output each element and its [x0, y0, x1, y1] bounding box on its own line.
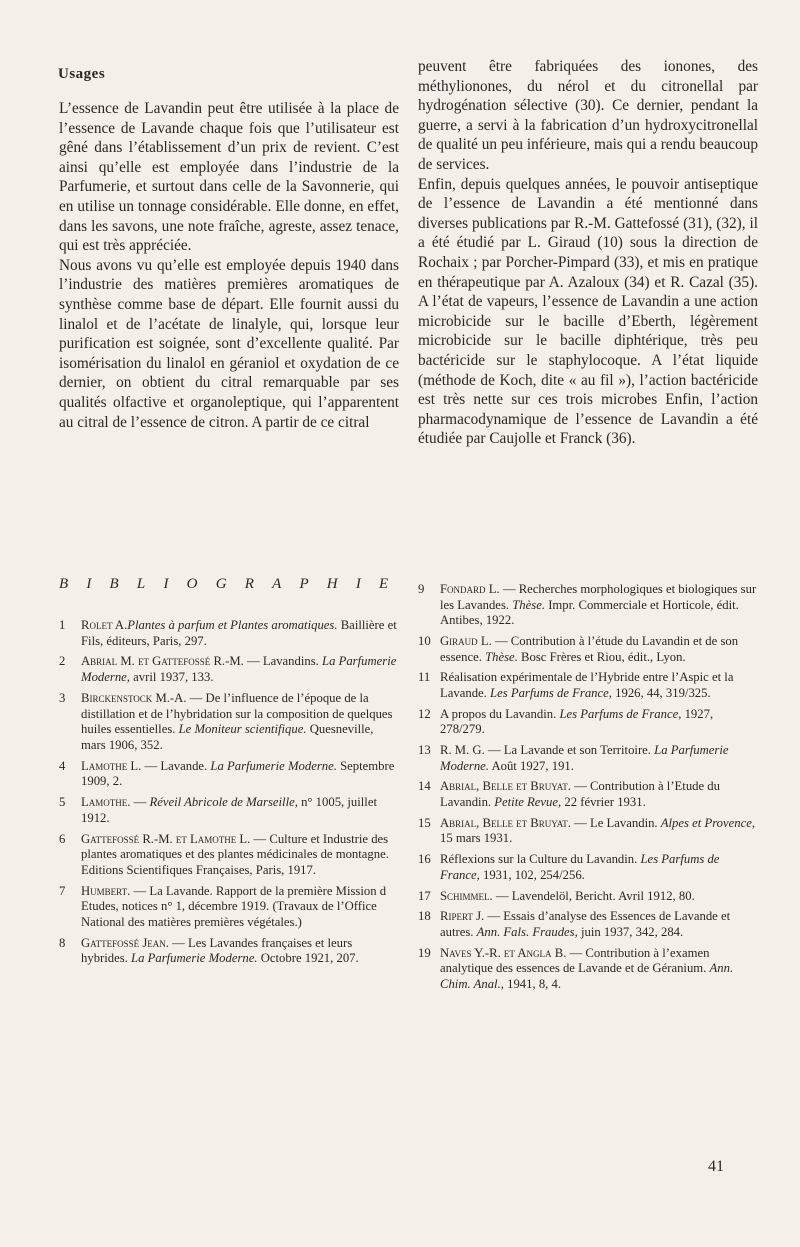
- reference-item: [418, 889, 758, 905]
- reference-details: n° 1005, juillet 1912.: [81, 795, 377, 825]
- prose-right: [418, 57, 758, 449]
- paragraph: peuvent être fabriquées des ionones, des méthylionones, du nérol et du citronellal par hydrogénation sélective (30). Ce dernier, pendant la guerre, a servi à la fabrication d’un hydroxycitronellal de qualité un peu inférieure, mais qui a rendu beaucoup de services.: [418, 58, 758, 173]
- reference-details: 1927, 278/279.: [440, 706, 714, 737]
- reference-item: [59, 691, 399, 753]
- reference-item: [59, 795, 399, 826]
- reference-number: 8: [59, 935, 66, 950]
- reference-title: Les Parfums de France,: [440, 852, 720, 882]
- reference-item: [418, 946, 758, 993]
- reference-text: — Lavendelöl, Bericht. Avril 1912, 80.: [492, 888, 695, 903]
- reference-text: — Contribution à l’étude du Lavandin et de son essence.: [440, 633, 739, 664]
- reference-text: — Contribution à l’examen analytique des essences de Lavande et de Géranium.: [440, 945, 710, 976]
- reference-number: 15: [418, 815, 431, 830]
- reference-text: Réflexions sur la Culture du Lavandin.: [440, 852, 641, 867]
- reference-title: Le Moniteur scientifique.: [178, 722, 307, 737]
- reference-text: — Lavandins.: [243, 654, 323, 669]
- reference-text: — Le Lavandin.: [570, 815, 661, 830]
- paragraph: Nous avons vu qu’elle est employée depuis 1940 dans l’industrie des matières premières aromatiques de synthèse comme base de départ. Elle fournit aussi du linalol et de l’acétate de linalyle, qui, lorsque leur purification est soignée, sont d’excellente qualité. Par isomérisation du linalol en géraniol et oxydation de ce dernier, on obtient du citral remarquable par ses qualités olfactive et organoleptique, qui l’apparentent au citral de l’essence de citron. A partir de ce citral: [59, 256, 399, 431]
- paragraph: L’essence de Lavandin peut être utilisée à la place de l’essence de Lavande chaque fois que l’utilisateur est gêné dans l’établissement d’un prix de revient. C’est ainsi qu’elle est employée dans l’industrie de la Parfumerie, et surtout dans celle de la Savonnerie, qui en utilise un tonnage considérable. Elle donne, en effet, dans les savons, une note fraîche, agreste, assez tenace, qui est très appréciée.: [59, 100, 399, 255]
- reference-text: — La Lavande. Rapport de la première Mission d Etudes, notices n° 1, décembre 1919. (Travaux de l’Office National des matières premières végétales.): [81, 883, 387, 929]
- reference-text: —: [130, 795, 150, 810]
- reference-details: 1926, 44, 319/325.: [611, 685, 711, 700]
- reference-number: 6: [59, 831, 66, 846]
- reference-title: Ann. Fals. Fraudes,: [476, 924, 578, 939]
- reference-number: 2: [59, 654, 66, 669]
- reference-text: — Recherches morphologiques et biologiques sur les Lavandes.: [440, 582, 757, 612]
- reference-number: 11: [418, 670, 431, 685]
- reference-item: [418, 909, 758, 940]
- reference-title: Thèse.: [485, 649, 518, 664]
- reference-title: Thèse.: [512, 597, 546, 612]
- reference-number: 12: [418, 706, 431, 721]
- reference-author: Gattefossé R.-M. et Lamothe L.: [81, 831, 251, 846]
- reference-text: — Culture et Industrie des plantes aromatiques et des plantes médicinales de montagne. Editions Scientifiques Françaises, Paris, 1917.: [81, 831, 389, 877]
- reference-title: Les Parfums de France,: [559, 706, 682, 721]
- reference-text: — Les Lavandes françaises et leurs hybrides.: [81, 935, 353, 966]
- reference-number: 1: [59, 618, 66, 632]
- reference-number: 10: [418, 633, 431, 648]
- reference-author: Birckenstock M.-A.: [81, 690, 187, 705]
- reference-number: 9: [418, 582, 425, 596]
- reference-title: Les Parfums de France,: [490, 685, 612, 700]
- reference-item: [418, 852, 758, 883]
- reference-title: Plantes à parfum et Plantes aromatiques.: [127, 618, 338, 632]
- reference-item: [59, 618, 399, 649]
- reference-number: 16: [418, 852, 431, 867]
- reference-text: — Lavande.: [141, 758, 211, 773]
- reference-details: Baillière et Fils, éditeurs, Paris, 297.: [81, 618, 397, 648]
- right-column-prose: [418, 57, 758, 449]
- reference-title: La Parfumerie Moderne.: [210, 758, 337, 773]
- reference-number: 13: [418, 743, 431, 758]
- reference-number: 7: [59, 883, 66, 898]
- reference-number: 19: [418, 945, 431, 960]
- reference-item: [59, 654, 399, 685]
- left-column-prose: [59, 66, 399, 432]
- bibliography-left: [59, 576, 407, 972]
- reference-author: Abrial M. et Gattefossé R.-M.: [81, 654, 244, 669]
- reference-item: [418, 779, 758, 810]
- reference-details: juin 1937, 342, 284.: [577, 924, 684, 939]
- reference-title: La Parfumerie Moderne.: [131, 951, 258, 966]
- reference-author: Abrial, Belle et Bruyat.: [440, 779, 571, 794]
- reference-details: Quesneville, mars 1906, 352.: [81, 722, 374, 752]
- reference-text: A propos du Lavandin.: [440, 706, 560, 721]
- reference-item: [59, 832, 399, 879]
- reference-details: 15 mars 1931.: [440, 831, 513, 846]
- page-number: 41: [708, 1158, 724, 1175]
- reference-details: Août 1927, 191.: [488, 758, 574, 773]
- reference-details: 22 février 1931.: [561, 795, 646, 810]
- reference-text: — Essais d’analyse des Essences de Lavande et autres.: [440, 909, 731, 939]
- reference-details: avril 1937, 133.: [129, 670, 214, 685]
- reference-number: 17: [418, 888, 431, 903]
- reference-item: [59, 884, 399, 931]
- reference-author: Gattefossé Jean.: [81, 935, 169, 950]
- reference-title: La Parfumerie Moderne,: [81, 654, 397, 685]
- reference-details: Octobre 1921, 207.: [257, 951, 359, 966]
- reference-title: La Parfumerie Moderne.: [440, 743, 729, 773]
- prose-left: [59, 99, 399, 432]
- reference-title: Alpes et Provence,: [660, 815, 756, 830]
- section-heading: Usages: [58, 66, 106, 82]
- reference-item: [418, 670, 758, 701]
- reference-item: [418, 582, 758, 629]
- reference-number: 18: [418, 909, 431, 924]
- reference-details: Impr. Commerciale et Horticole, édit. Antibes, 1922.: [440, 597, 739, 628]
- reference-author: Lamothe.: [81, 795, 131, 810]
- reference-text: R. M. G. — La Lavande et son Territoire.: [440, 743, 655, 758]
- reference-item: [418, 634, 758, 665]
- reference-author: Giraud L.: [440, 633, 492, 648]
- reference-author: Rolet A.: [81, 618, 128, 632]
- reference-details: Septembre 1909, 2.: [81, 758, 395, 789]
- reference-title: Réveil Abricole de Marseille,: [149, 795, 298, 810]
- reference-author: Schimmel.: [440, 888, 493, 903]
- reference-number: 3: [59, 690, 66, 705]
- reference-text: — Contribution à l’Etude du Lavandin.: [440, 779, 720, 810]
- reference-author: Fondard L.: [440, 582, 500, 596]
- reference-list-right: [418, 582, 758, 993]
- reference-author: Lamothe L.: [81, 758, 142, 773]
- reference-author: Naves Y.-R. et Angla B.: [440, 945, 567, 960]
- reference-details: 1931, 102, 254/256.: [479, 867, 585, 882]
- reference-title: Ann. Chim. Anal.,: [440, 961, 734, 991]
- reference-author: Humbert.: [81, 883, 131, 898]
- reference-details: 1941, 8, 4.: [503, 976, 562, 991]
- bibliography-right: [418, 582, 758, 998]
- reference-author: Ripert J.: [440, 909, 485, 924]
- reference-number: 5: [59, 795, 66, 810]
- reference-item: [418, 816, 758, 847]
- reference-title: Petite Revue,: [494, 795, 562, 810]
- reference-text: Réalisation expérimentale de l’Hybride entre l’Aspic et la Lavande.: [440, 670, 734, 700]
- reference-item: [59, 936, 399, 967]
- paragraph: Enfin, depuis quelques années, le pouvoir antiseptique de l’essence de Lavandin a été mentionné dans diverses publications par R.-M. Gattefossé (31), (32), il a été étudié par L. Giraud (10) sous la direction de Rochaix ; par Porcher-Pimpard (33), et mis en pratique en thérapeutique par A. Azaloux (34) et R. Cazal (35). A l’état de vapeurs, l’essence de Lavandin a une action microbicide sur le bacille d’Eberth, légèrement microbicide sur le bacille diphtérique, très peu bactéricide sur le staphylocoque. A l’état liquide (méthode de Koch, dite « au fil »), l’action bactéricide est très nette sur ces trois microbes Enfin, l’action pharmacodynamique de l’essence de Lavandin a été étudiée par Caujolle et Franck (36).: [418, 175, 758, 448]
- reference-list-left: [59, 618, 399, 967]
- reference-author: Abrial, Belle et Bruyat.: [440, 815, 571, 830]
- reference-text: — De l’influence de l’époque de la distillation et de l’hybridation sur la composition de quelques huiles essentielles.: [81, 690, 393, 737]
- bibliography-title: BIBLIOGRAPHIE: [59, 576, 407, 592]
- reference-item: [418, 743, 758, 774]
- reference-number: 14: [418, 779, 431, 794]
- reference-number: 4: [59, 758, 66, 773]
- reference-item: [418, 707, 758, 738]
- reference-item: [59, 759, 399, 790]
- reference-details: Bosc Frères et Riou, édit., Lyon.: [517, 649, 686, 664]
